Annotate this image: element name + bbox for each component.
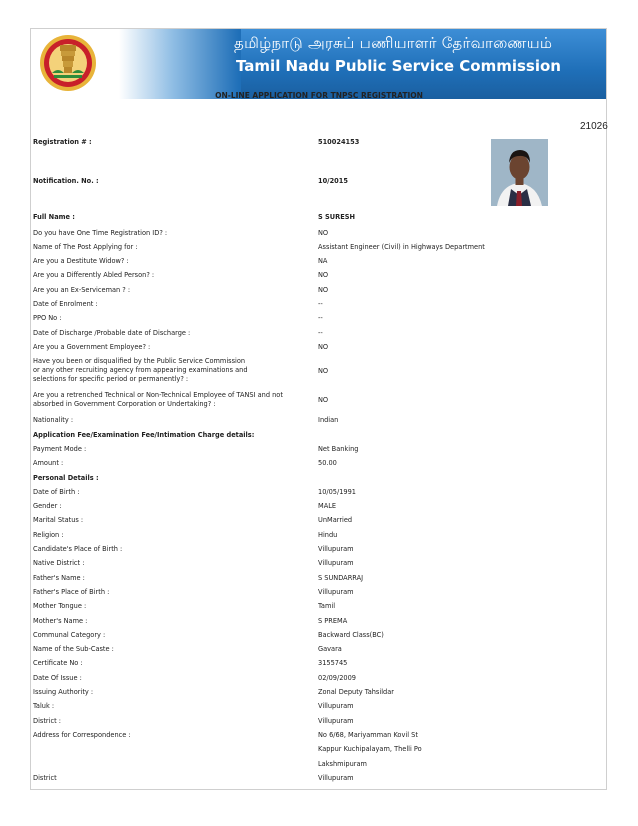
row-label: or any other recruiting agency from appearing examinations and (33, 366, 248, 374)
row-label: District : (33, 717, 62, 725)
row-label: absorbed in Government Corporation or Undertaking? : (33, 400, 216, 408)
notification-label: Notification. No. : (33, 177, 99, 185)
row-value: 3155745 (318, 659, 348, 667)
district-value: Villupuram (318, 774, 354, 782)
row-label: Date of Birth : (33, 488, 80, 496)
row-value: NO (318, 271, 329, 279)
address-label: Address for Correspondence : (33, 731, 131, 739)
address-line: Kappur Kuchipalayam, Thelli Po (318, 745, 422, 753)
row-label: Amount : (33, 459, 64, 467)
row-label: Candidate's Place of Birth : (33, 545, 123, 553)
row-label: Date of Discharge /Probable date of Discharge : (33, 329, 191, 337)
row-label: Mother Tongue : (33, 602, 87, 610)
row-label: selections for specific period or permanently? : (33, 375, 189, 383)
row-label: Are you a Government Employee? : (33, 343, 151, 351)
row-value: NO (318, 229, 329, 237)
fee-section-heading: Application Fee/Examination Fee/Intimation Charge details: (33, 431, 255, 439)
row-value: Gavara (318, 645, 342, 653)
row-value: Backward Class(BC) (318, 631, 384, 639)
row-label: Have you been or disqualified by the Public Service Commission (33, 357, 246, 365)
district-label: District (33, 774, 57, 782)
row-value: Villupuram (318, 559, 354, 567)
row-value: -- (318, 329, 323, 337)
row-value: Zonal Deputy Tahsildar (318, 688, 394, 696)
row-value: S SUNDARRAJ (318, 574, 364, 582)
row-label: Are you a Destitute Widow? : (33, 257, 129, 265)
row-value: Villupuram (318, 702, 354, 710)
row-label: Name of The Post Applying for : (33, 243, 138, 251)
registration-label: Registration # : (33, 138, 92, 146)
row-value: Hindu (318, 531, 338, 539)
row-label: Issuing Authority : (33, 688, 94, 696)
row-value: -- (318, 300, 323, 308)
row-value: NO (318, 396, 329, 404)
tamil-nadu-emblem-icon (38, 33, 98, 93)
row-label: Are you an Ex-Serviceman ? : (33, 286, 131, 294)
row-value: Tamil (318, 602, 336, 610)
row-value: NO (318, 343, 329, 351)
row-label: Taluk : (33, 702, 55, 710)
row-label: Date Of Issue : (33, 674, 82, 682)
nationality-label: Nationality : (33, 416, 74, 424)
address-line: Lakshmipuram (318, 760, 367, 768)
header-title-english: Tamil Nadu Public Service Commission (236, 57, 561, 75)
row-label: Are you a Differently Abled Person? : (33, 271, 155, 279)
row-value: Villupuram (318, 588, 354, 596)
row-value: 50.00 (318, 459, 337, 467)
row-value: 02/09/2009 (318, 674, 357, 682)
candidate-photo (491, 139, 548, 206)
row-label: Name of the Sub-Caste : (33, 645, 114, 653)
row-label: Marital Status : (33, 516, 84, 524)
registration-value: 510024153 (318, 138, 360, 146)
nationality-value: Indian (318, 416, 339, 424)
row-value: MALE (318, 502, 337, 510)
row-label: Communal Category : (33, 631, 106, 639)
notification-value: 10/2015 (318, 177, 348, 185)
row-value: UnMarried (318, 516, 353, 524)
row-label: Gender : (33, 502, 62, 510)
row-value: Assistant Engineer (Civil) in Highways Department (318, 243, 485, 251)
full-name-value: S SURESH (318, 213, 355, 221)
row-value: NO (318, 367, 329, 375)
row-value: 10/05/1991 (318, 488, 357, 496)
row-label: Payment Mode : (33, 445, 87, 453)
row-label: Native District : (33, 559, 85, 567)
address-line: No 6/68, Mariyamman Kovil St (318, 731, 418, 739)
row-label: Mother's Name : (33, 617, 88, 625)
corner-number: 21026 (580, 121, 608, 132)
header-title-tamil: தமிழ்நாடு அரசுப் பணியாளர் தேர்வாணையம் (234, 34, 553, 52)
row-value: Villupuram (318, 545, 354, 553)
row-label: Date of Enrolment : (33, 300, 98, 308)
row-label: Father's Name : (33, 574, 85, 582)
row-label: Do you have One Time Registration ID? : (33, 229, 168, 237)
row-value: NO (318, 286, 329, 294)
row-label: Father's Place of Birth : (33, 588, 110, 596)
row-label: Certificate No : (33, 659, 83, 667)
row-value: Net Banking (318, 445, 359, 453)
page-subtitle: ON-LINE APPLICATION FOR TNPSC REGISTRATION (215, 91, 423, 100)
row-value: Villupuram (318, 717, 354, 725)
row-value: -- (318, 314, 323, 322)
row-value: NA (318, 257, 328, 265)
row-value: S PREMA (318, 617, 348, 625)
row-label: Are you a retrenched Technical or Non-Technical Employee of TANSI and not (33, 391, 283, 399)
row-label: PPO No : (33, 314, 62, 322)
personal-section-heading: Personal Details : (33, 474, 99, 482)
full-name-label: Full Name : (33, 213, 75, 221)
row-label: Religion : (33, 531, 64, 539)
